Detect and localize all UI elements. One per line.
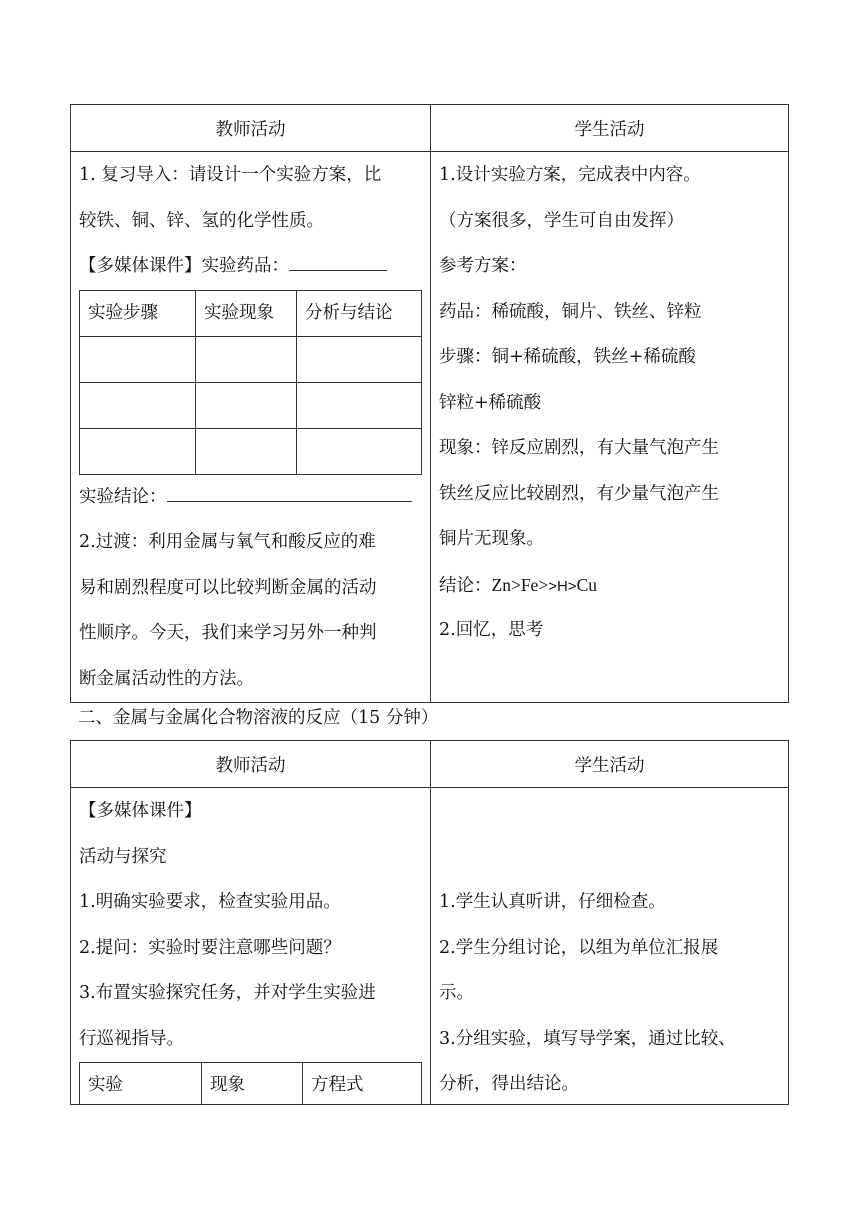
materials-blank: [289, 256, 387, 271]
student-activity-cell: [431, 788, 788, 1105]
teacher-text-line: 1.明确实验要求，检查实验用品。: [79, 892, 341, 912]
student-text-line: 2.学生分组讨论，以组为单位汇报展: [439, 937, 719, 958]
inner-cell: [195, 337, 296, 382]
student-text-line: 铜片无现象。: [439, 529, 544, 549]
student-text-line: 分析，得出结论。: [439, 1074, 579, 1094]
teacher-text-line: 行巡视指导。: [79, 1028, 184, 1049]
teacher-text-line: 性顺序。今天，我们来学习另外一种判: [79, 623, 377, 643]
inner-table-row: [80, 382, 421, 428]
inner-cell: [80, 383, 195, 428]
inner-cell: [80, 337, 195, 382]
student-text-line: 药品：稀硫酸，铜片、铁丝、锌粒: [439, 301, 702, 322]
teacher-conclusion-line: [71, 475, 430, 521]
conclusion-part-c: Cu: [576, 574, 597, 595]
inner-table-row: [80, 428, 421, 474]
inner-table-header-row: [80, 291, 421, 336]
student-text-line: 步骤：铜+稀硫酸，铁丝+稀硫酸: [439, 347, 696, 367]
inner-table-row: [80, 336, 421, 382]
table-body-row: [71, 787, 788, 1105]
student-text-line: 3.分组实验，填写导学案，通过比较、: [439, 1028, 736, 1049]
inner-table-header-row: [80, 1063, 421, 1105]
inner-header-experiment: 实验: [88, 1075, 123, 1095]
header-teacher-activity: 教师活动: [71, 741, 431, 787]
table-body-row: [71, 151, 788, 702]
conclusion-label: 实验结论：: [79, 486, 167, 507]
section-title: 二、金属与金属化合物溶液的反应（15 分钟）: [78, 708, 439, 728]
teacher-materials-line: [71, 244, 430, 290]
conclusion-prefix: 结论：Zn: [439, 574, 511, 595]
teacher-text-line: 易和剧烈程度可以比较判断金属的活动: [79, 577, 377, 598]
teacher-text-line: 【多媒体课件】: [79, 801, 202, 821]
teacher-activity-cell: [71, 788, 431, 1105]
teacher-text-line: 3.布置实验探究任务，并对学生实验进: [79, 983, 376, 1003]
student-text-line: 1.学生认真听讲，仔细检查。: [439, 892, 666, 912]
student-spacer-line: [431, 789, 788, 835]
teacher-text-line: 断金属活动性的方法。: [79, 668, 254, 689]
conclusion-part-a: >Fe>: [510, 574, 549, 595]
conclusion-part-b: >H>: [548, 577, 577, 595]
inner-cell: [296, 383, 421, 428]
inner-header-phenomena: 实验现象: [195, 291, 296, 336]
table-header-row: [71, 105, 788, 151]
experiment-inner-table: [79, 1062, 422, 1105]
student-text-line: 2.回忆，思考: [439, 620, 544, 640]
inner-cell: [80, 429, 195, 474]
teacher-text-line: 较铁、铜、锌、氢的化学性质。: [79, 210, 324, 231]
student-activity-order-line: [431, 563, 788, 609]
teacher-activity-cell: [71, 152, 431, 702]
inner-header-phenomena: 现象: [201, 1063, 302, 1105]
header-teacher-activity: 教师活动: [71, 105, 431, 151]
teacher-text-line: 2.过渡：利用金属与氧气和酸反应的难: [79, 532, 376, 552]
teacher-text-line: 1. 复习导入：请设计一个实验方案，比: [79, 165, 382, 185]
student-text-line: 1.设计实验方案，完成表中内容。: [439, 165, 701, 185]
header-student-activity: 学生活动: [574, 755, 645, 776]
inner-cell: [195, 429, 296, 474]
table-header-row: [71, 741, 788, 787]
inner-cell: [296, 337, 421, 382]
inner-cell: [195, 383, 296, 428]
lesson-table-metal-reactions: [70, 740, 789, 1105]
lesson-table-review: [70, 104, 789, 703]
student-text-line: （方案很多，学生可自由发挥）: [439, 210, 684, 231]
materials-label: 【多媒体课件】实验药品：: [79, 256, 289, 276]
student-activity-cell: [431, 152, 788, 702]
inner-header-conclusion: 分析与结论: [296, 291, 421, 336]
header-student-activity: 学生活动: [574, 119, 645, 140]
inner-cell: [296, 429, 421, 474]
student-text-line: 现象：锌反应剧烈，有大量气泡产生: [439, 438, 719, 458]
inner-header-steps: 实验步骤: [88, 302, 158, 323]
student-text-line: 铁丝反应比较剧烈，有少量气泡产生: [439, 483, 719, 504]
student-text-line: 锌粒+稀硫酸: [439, 392, 542, 413]
conclusion-blank: [167, 487, 412, 502]
student-text-line: 参考方案：: [439, 256, 527, 276]
student-text-line: 示。: [439, 983, 474, 1003]
inner-header-equation: 方程式: [302, 1063, 421, 1105]
student-spacer-line: [431, 835, 788, 881]
teacher-text-line: 2.提问：实验时要注意哪些问题？: [79, 937, 341, 958]
teacher-text-line: 活动与探究: [79, 846, 167, 867]
experiment-inner-table: [79, 290, 422, 475]
